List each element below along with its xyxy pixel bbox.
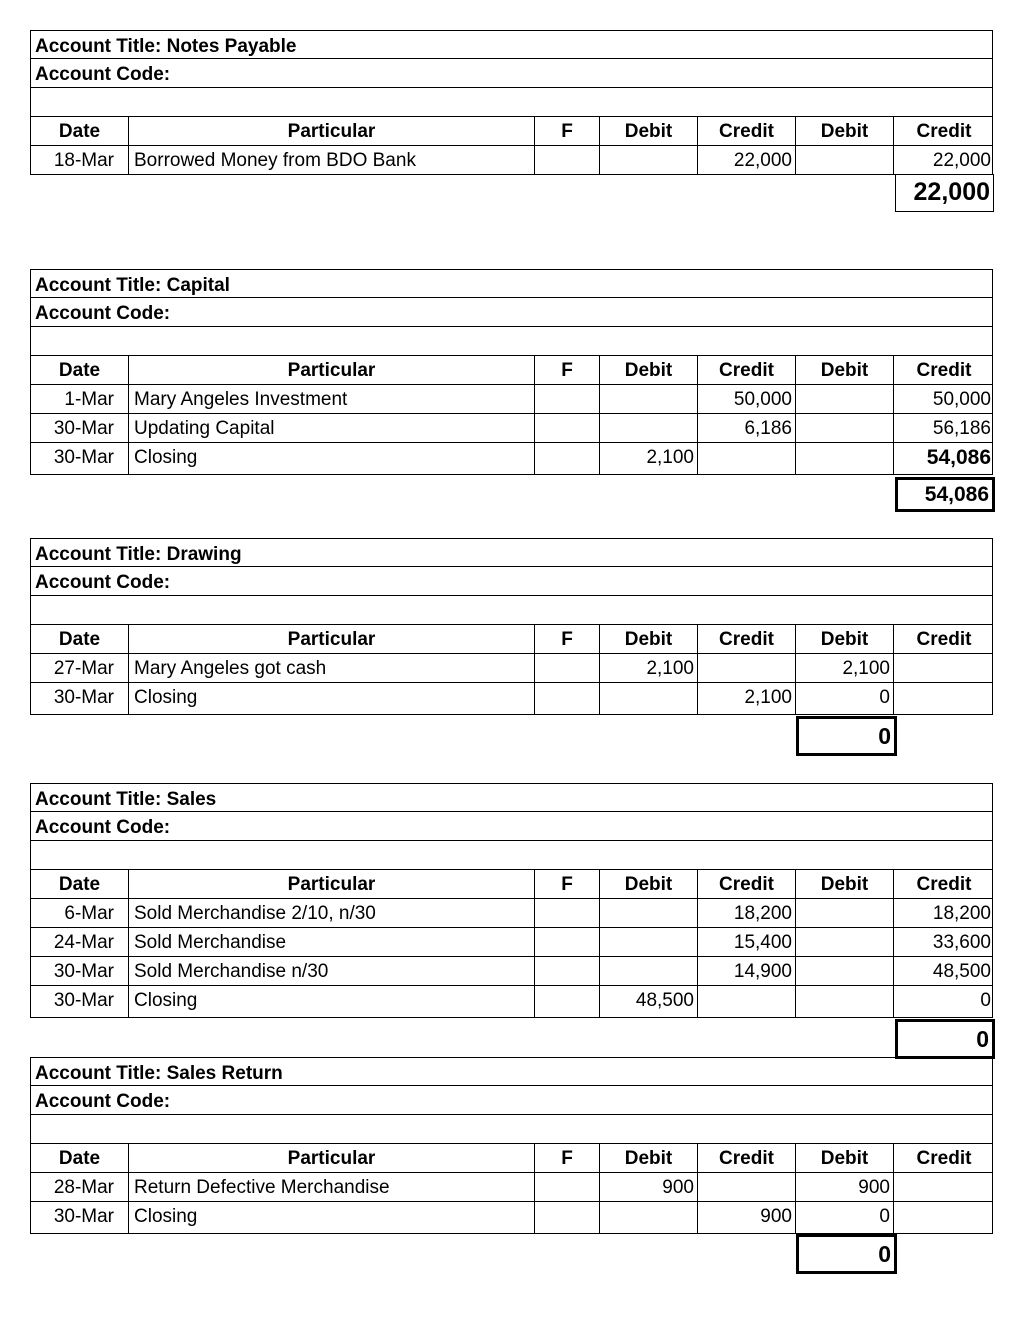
cell-particular: Borrowed Money from BDO Bank: [129, 146, 535, 175]
account-code: Account Code:: [35, 303, 171, 324]
header-balance-debit: Debit: [796, 1144, 894, 1173]
ledger-notes-payable: [30, 30, 993, 175]
cell-debit: 2,100: [600, 443, 698, 474]
cell-date: 6-Mar: [31, 899, 129, 928]
cell-f: [535, 1173, 600, 1202]
cell-balance-debit: 2,100: [796, 654, 894, 683]
cell-debit: [600, 683, 698, 714]
cell-particular: Updating Capital: [129, 414, 535, 443]
header-credit: Credit: [698, 117, 796, 146]
cell-particular: Closing: [129, 1202, 535, 1233]
cell-particular: Sold Merchandise 2/10, n/30: [129, 899, 535, 928]
header-credit: Credit: [698, 1144, 796, 1173]
header-row: [30, 625, 993, 654]
cell-credit: 14,900: [698, 957, 796, 986]
cell-particular: Sold Merchandise: [129, 928, 535, 957]
cell-f: [535, 1202, 600, 1233]
blank-row: [30, 1115, 993, 1144]
header-particular: Particular: [129, 117, 535, 146]
table-row: [30, 899, 993, 928]
account-code: Account Code:: [35, 572, 171, 593]
account-title-row: [30, 538, 993, 567]
total-balance: 0: [895, 1019, 995, 1059]
cell-f: [535, 654, 600, 683]
cell-credit: 2,100: [698, 683, 796, 714]
header-credit: Credit: [698, 870, 796, 899]
cell-f: [535, 899, 600, 928]
header-f: F: [535, 625, 600, 654]
cell-credit: 18,200: [698, 899, 796, 928]
header-balance-credit: Credit: [916, 121, 972, 142]
header-particular: Particular: [129, 356, 535, 385]
cell-debit: [600, 385, 698, 414]
header-credit: Credit: [698, 356, 796, 385]
header-date: Date: [31, 117, 129, 146]
cell-credit: 6,186: [698, 414, 796, 443]
cell-debit: [600, 899, 698, 928]
cell-debit: 48,500: [600, 986, 698, 1017]
header-f: F: [535, 870, 600, 899]
blank-row: [30, 596, 993, 625]
header-f: F: [535, 356, 600, 385]
cell-f: [535, 683, 600, 714]
ledger-sales-return: [30, 1057, 993, 1234]
cell-balance-credit: 48,500: [932, 961, 991, 982]
cell-balance-credit: 22,000: [932, 150, 991, 171]
cell-credit: [698, 986, 796, 1017]
cell-credit: 900: [698, 1202, 796, 1233]
cell-debit: [600, 414, 698, 443]
cell-particular: Sold Merchandise n/30: [129, 957, 535, 986]
total-balance: 0: [796, 716, 897, 756]
header-balance-credit: Credit: [916, 1148, 972, 1169]
cell-date: 27-Mar: [31, 654, 129, 683]
cell-date: 30-Mar: [31, 986, 129, 1017]
header-debit: Debit: [600, 1144, 698, 1173]
cell-credit: [698, 654, 796, 683]
cell-credit: 15,400: [698, 928, 796, 957]
cell-balance-debit: 0: [796, 1202, 894, 1233]
cell-particular: Return Defective Merchandise: [129, 1173, 535, 1202]
table-row: [30, 986, 993, 1018]
cell-balance-debit: [796, 957, 894, 986]
cell-balance-debit: [796, 146, 894, 175]
table-row: [30, 957, 993, 986]
header-f: F: [535, 117, 600, 146]
account-code-row: [30, 298, 993, 327]
header-debit: Debit: [600, 870, 698, 899]
cell-balance-debit: [796, 385, 894, 414]
table-row: [30, 654, 993, 683]
cell-f: [535, 957, 600, 986]
account-title-row: [30, 1057, 993, 1086]
header-debit: Debit: [600, 625, 698, 654]
cell-date: 30-Mar: [31, 443, 129, 474]
account-code-row: [30, 567, 993, 596]
header-particular: Particular: [129, 625, 535, 654]
header-f: F: [535, 1144, 600, 1173]
cell-balance-credit: [894, 1173, 994, 1202]
cell-particular: Mary Angeles got cash: [129, 654, 535, 683]
cell-debit: 900: [600, 1173, 698, 1202]
cell-particular: Closing: [129, 986, 535, 1017]
cell-balance-credit: 18,200: [932, 903, 991, 924]
blank-row: [30, 841, 993, 870]
header-date: Date: [31, 1144, 129, 1173]
table-row: [30, 1173, 993, 1202]
account-code: Account Code:: [35, 64, 171, 85]
table-row: [30, 414, 993, 443]
header-row: [30, 117, 993, 146]
table-row: [30, 1202, 993, 1234]
cell-balance-debit: 900: [796, 1173, 894, 1202]
cell-balance-debit: [796, 443, 894, 474]
header-row: [30, 356, 993, 385]
cell-date: 30-Mar: [31, 414, 129, 443]
header-balance-credit: Credit: [916, 874, 972, 895]
header-date: Date: [31, 356, 129, 385]
header-particular: Particular: [129, 1144, 535, 1173]
header-debit: Debit: [600, 117, 698, 146]
blank-row: [30, 88, 993, 117]
account-code: Account Code:: [35, 817, 171, 838]
cell-date: 30-Mar: [31, 1202, 129, 1233]
cell-credit: [698, 1173, 796, 1202]
cell-debit: [600, 146, 698, 175]
ledger-sales: [30, 783, 993, 1018]
total-balance: 22,000: [895, 174, 994, 212]
header-balance-debit: Debit: [796, 117, 894, 146]
account-code-row: [30, 812, 993, 841]
cell-balance-credit: 50,000: [932, 389, 991, 410]
cell-f: [535, 443, 600, 474]
cell-balance-credit: [894, 654, 994, 683]
table-row: [30, 385, 993, 414]
table-row: [30, 443, 993, 475]
header-balance-debit: Debit: [796, 625, 894, 654]
account-title-row: [30, 783, 993, 812]
header-debit: Debit: [600, 356, 698, 385]
cell-balance-debit: [796, 986, 894, 1017]
total-balance: 0: [796, 1234, 897, 1274]
cell-balance-credit: 54,086: [926, 446, 991, 469]
cell-balance-debit: 0: [796, 683, 894, 714]
account-title: Account Title: Sales Return: [35, 1063, 283, 1084]
cell-balance-credit: [894, 1202, 994, 1233]
cell-debit: 2,100: [600, 654, 698, 683]
account-title: Account Title: Drawing: [35, 544, 242, 565]
header-balance-credit: Credit: [916, 629, 972, 650]
header-particular: Particular: [129, 870, 535, 899]
header-row: [30, 1144, 993, 1173]
cell-balance-credit: 0: [980, 990, 991, 1011]
header-balance-debit: Debit: [796, 356, 894, 385]
account-title-row: [30, 269, 993, 298]
cell-balance-debit: [796, 414, 894, 443]
cell-debit: [600, 1202, 698, 1233]
table-row: [30, 146, 993, 175]
cell-date: 30-Mar: [31, 683, 129, 714]
account-title-row: [30, 30, 993, 59]
cell-particular: Closing: [129, 443, 535, 474]
cell-credit: [698, 443, 796, 474]
header-date: Date: [31, 625, 129, 654]
blank-row: [30, 327, 993, 356]
cell-date: 1-Mar: [31, 385, 129, 414]
cell-f: [535, 385, 600, 414]
cell-f: [535, 986, 600, 1017]
table-row: [30, 683, 993, 715]
cell-particular: Closing: [129, 683, 535, 714]
account-title: Account Title: Capital: [35, 275, 230, 296]
header-balance-debit: Debit: [796, 870, 894, 899]
table-row: [30, 928, 993, 957]
header-credit: Credit: [698, 625, 796, 654]
header-row: [30, 870, 993, 899]
cell-balance-debit: [796, 928, 894, 957]
cell-date: 28-Mar: [31, 1173, 129, 1202]
account-title: Account Title: Sales: [35, 789, 217, 810]
account-code: Account Code:: [35, 1091, 171, 1112]
cell-balance-credit: [894, 683, 994, 714]
header-date: Date: [31, 870, 129, 899]
cell-balance-debit: [796, 899, 894, 928]
account-code-row: [30, 59, 993, 88]
ledger-drawing: [30, 538, 993, 715]
cell-balance-credit: 56,186: [932, 418, 991, 439]
cell-date: 30-Mar: [31, 957, 129, 986]
total-balance: 54,086: [895, 477, 995, 512]
cell-debit: [600, 957, 698, 986]
cell-particular: Mary Angeles Investment: [129, 385, 535, 414]
cell-date: 24-Mar: [31, 928, 129, 957]
cell-f: [535, 146, 600, 175]
cell-credit: 22,000: [698, 146, 796, 175]
cell-debit: [600, 928, 698, 957]
account-code-row: [30, 1086, 993, 1115]
cell-f: [535, 414, 600, 443]
header-balance-credit: Credit: [916, 360, 972, 381]
cell-date: 18-Mar: [31, 146, 129, 175]
cell-balance-credit: 33,600: [932, 932, 991, 953]
cell-credit: 50,000: [698, 385, 796, 414]
cell-f: [535, 928, 600, 957]
account-title: Account Title: Notes Payable: [35, 36, 297, 57]
ledger-capital: [30, 269, 993, 475]
